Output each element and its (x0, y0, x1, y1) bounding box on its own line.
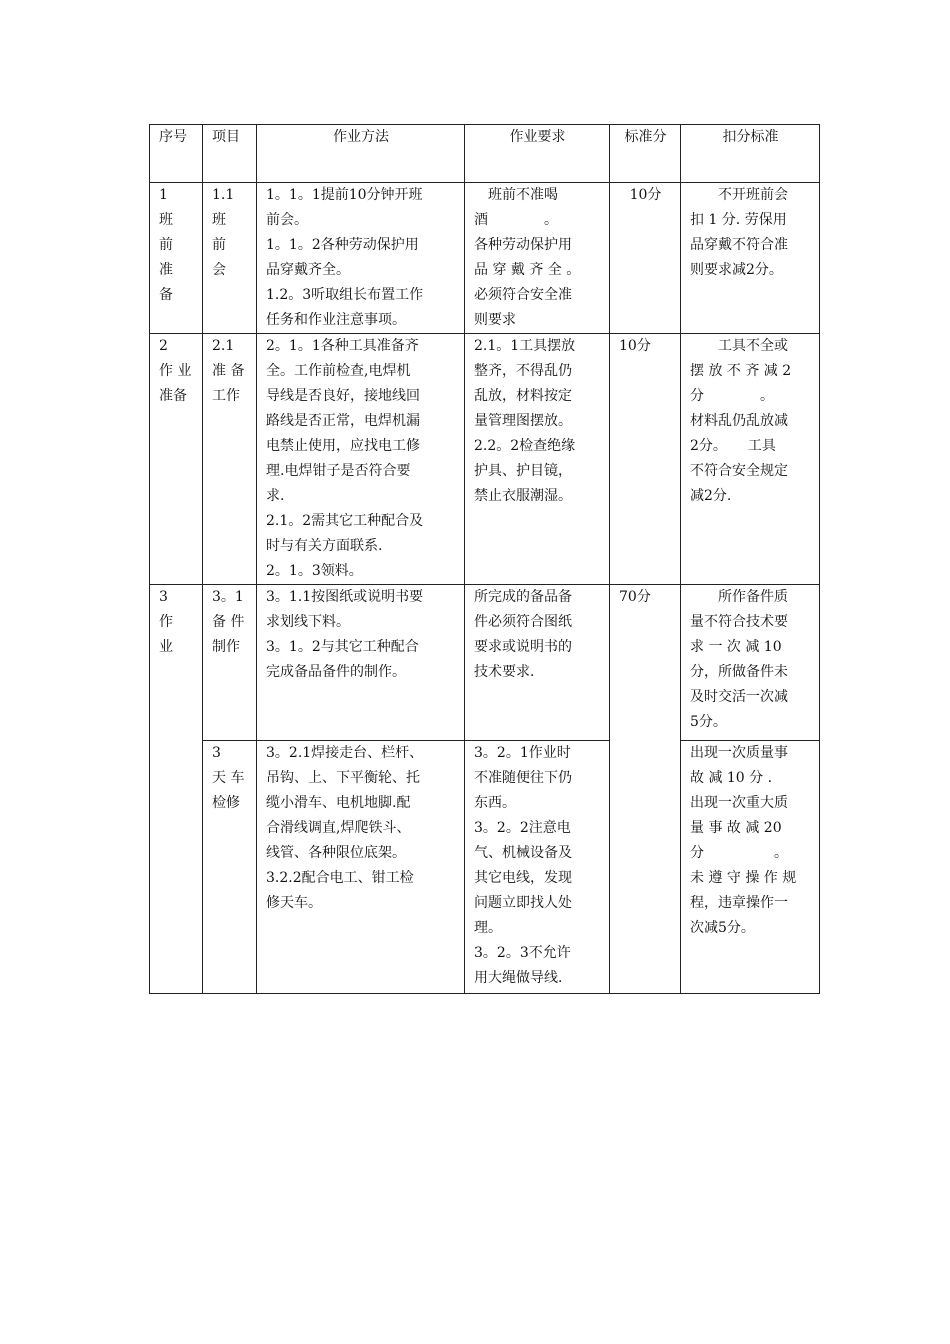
requirement-cell: 2.1。1工具摆放 整齐，不得乱仍 乱放，材料按定 量管理图摆放。 2.2。2检查绝缘 护具、护目镜， 禁止衣服潮湿。 (465, 334, 610, 585)
seq-cell: 2 作 业 准备 (150, 334, 203, 585)
score-cell: 10分 (610, 183, 681, 334)
requirement-cell: 班前不准喝 酒 。 各种劳动保护用 品 穿 戴 齐 全 。 必须符合安全准 则要求 (465, 183, 610, 334)
item-cell: 3。1 备 件 制作 (203, 585, 257, 741)
header-item: 项目 (203, 125, 257, 183)
header-score: 标准分 (610, 125, 681, 183)
score-cell: 10分 (610, 334, 681, 585)
header-method: 作业方法 (257, 125, 465, 183)
item-cell: 1.1 班 前 会 (203, 183, 257, 334)
header-seq: 序号 (150, 125, 203, 183)
header-row (150, 125, 820, 183)
table-row (150, 183, 820, 334)
deduction-cell: 所作备件质 量不符合技术要 求 一 次 减 10 分，所做备件未 及时交活一次减 5分。 (681, 585, 820, 741)
item-cell: 2.1 准 备 工作 (203, 334, 257, 585)
requirement-cell: 所完成的备品备 件必须符合图纸 要求或说明书的 技术要求. (465, 585, 610, 741)
table-row (150, 334, 820, 585)
score-cell: 70分 (610, 585, 681, 994)
header-requirement: 作业要求 (465, 125, 610, 183)
header-deduction: 扣分标准 (681, 125, 820, 183)
table-row (150, 741, 820, 994)
method-cell: 2。1。1各种工具准备齐 全。工作前检查,电焊机 导线是否良好，接地线回 路线是否正常，电焊机漏 电禁止使用，应找电工修 理.电焊钳子是否符合要 求. 2.1。2需其它工种配合及 时与有关方面联系. 2。1。3领料。 (257, 334, 465, 585)
deduction-cell: 工具不全或 摆 放 不 齐 减 2 分 。 材料乱仍乱放减 2分。 工具 不符合安全规定 减2分. (681, 334, 820, 585)
method-cell: 3。2.1焊接走台、栏杆、 吊钩、上、下平衡轮、托 缆小滑车、电机地脚.配 合滑线调直,焊爬铁斗、 线管、各种限位底架。 3.2.2配合电工、钳工检 修天车。 (257, 741, 465, 994)
table-row (150, 585, 820, 741)
method-cell: 1。1。1提前10分钟开班 前会。 1。1。2各种劳动保护用 品穿戴齐全。 1.2。3听取组长布置工作 任务和作业注意事项。 (257, 183, 465, 334)
deduction-cell: 出现一次质量事 故 减 10 分 . 出现一次重大质 量 事 故 减 20 分 。 未 遵 守 操 作 规 程，违章操作一 次减5分。 (681, 741, 820, 994)
deduction-cell: 不开班前会 扣 1 分. 劳保用 品穿戴不符合准 则要求减2分。 (681, 183, 820, 334)
item-cell: 3 天 车 检修 (203, 741, 257, 994)
work-standard-table (149, 124, 820, 994)
seq-cell: 3 作 业 (150, 585, 203, 994)
seq-cell: 1 班 前 准 备 (150, 183, 203, 334)
method-cell: 3。1.1按图纸或说明书要 求划线下料。 3。1。2与其它工种配合 完成备品备件的制作。 (257, 585, 465, 741)
requirement-cell: 3。2。1作业时 不准随便往下仍 东西。 3。2。2注意电 气、机械设备及 其它电线，发现 问题立即找人处 理。 3。2。3不允许 用大绳做导线. (465, 741, 610, 994)
